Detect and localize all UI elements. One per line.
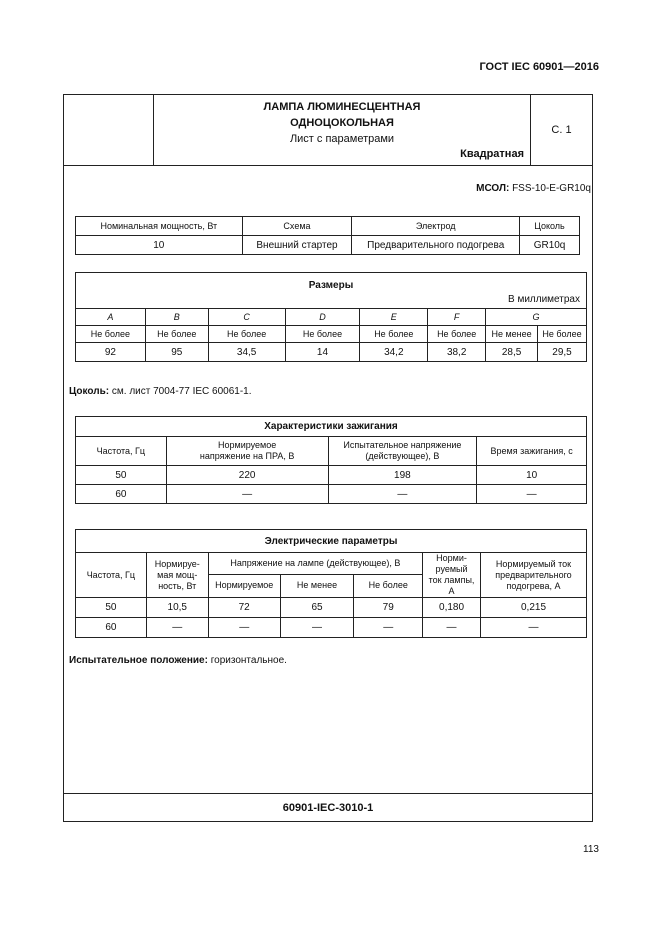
dim-value: 14	[285, 343, 360, 362]
dimensions-title-cell	[76, 273, 587, 309]
electrical-cell: —	[146, 618, 208, 638]
value-electrode: Предварительного подогрева	[352, 236, 520, 255]
electrical-header-voltage: Напряжение на лампе (действующее), В	[208, 553, 422, 575]
header-electrode: Электрод	[352, 217, 520, 236]
ignition-header-time: Время зажигания, с	[477, 437, 587, 466]
title-line-2: ОДНОЦОКОЛЬНАЯ	[290, 117, 394, 129]
electrical-cell: 0,180	[423, 598, 481, 618]
ignition-table	[75, 416, 587, 504]
ignition-cell: 10	[477, 466, 587, 485]
msol-value: FSS-10-E-GR10q	[512, 183, 591, 194]
test-position-note	[69, 655, 287, 666]
value-circuit: Внешний стартер	[242, 236, 352, 255]
dimensions-table	[75, 272, 587, 362]
sheet-code: 60901-IEC-3010-1	[64, 793, 592, 821]
lamp-shape: Квадратная	[460, 148, 524, 160]
electrical-cell: —	[481, 618, 587, 638]
electrical-header-power: Нормируе-мая мощ-ность, Вт	[146, 553, 208, 598]
electrical-cell: 65	[280, 598, 354, 618]
ignition-header-ballast-voltage: Нормируемое напряжение на ПРА, В	[166, 437, 328, 466]
ignition-title: Характеристики зажигания	[76, 417, 587, 437]
electrical-cell: 0,215	[481, 598, 587, 618]
dim-value: 29,5	[538, 343, 587, 362]
dim-limit: Не более	[208, 326, 285, 343]
dim-value: 38,2	[428, 343, 486, 362]
header-blank-cell	[64, 95, 154, 165]
dim-limit: Не более	[76, 326, 146, 343]
lamp-basic-table	[75, 216, 580, 255]
base-note-text: см. лист 7004-77 IEC 60061-1.	[109, 386, 252, 397]
electrical-header-current: Норми-руемый ток лампы, А	[423, 553, 481, 598]
ignition-cell: 50	[76, 466, 167, 485]
test-position-label: Испытательное положение:	[69, 655, 208, 666]
electrical-cell: 10,5	[146, 598, 208, 618]
electrical-subheader-max: Не более	[354, 574, 423, 597]
electrical-cell: 50	[76, 598, 147, 618]
ignition-cell: 220	[166, 466, 328, 485]
dim-value: 34,5	[208, 343, 285, 362]
dim-limit: Не более	[360, 326, 428, 343]
electrical-cell: 72	[208, 598, 280, 618]
sheet-subtitle: Лист с параметрами	[289, 133, 395, 145]
dim-letter-b: B	[145, 309, 208, 326]
electrical-subheader-rated: Нормируемое	[208, 574, 280, 597]
electrical-header-freq: Частота, Гц	[76, 553, 147, 598]
sheet-title	[154, 99, 530, 147]
ignition-cell: —	[477, 485, 587, 504]
electrical-subheader-min: Не менее	[280, 574, 354, 597]
title-line-1: ЛАМПА ЛЮМИНЕСЦЕНТНАЯ	[263, 101, 421, 113]
page-ref: С. 1	[530, 95, 592, 165]
dim-limit: Не более	[145, 326, 208, 343]
page-number: 113	[583, 844, 599, 855]
header-circuit: Схема	[242, 217, 352, 236]
dim-value: 95	[145, 343, 208, 362]
electrical-cell: —	[280, 618, 354, 638]
ignition-cell: —	[166, 485, 328, 504]
dimensions-unit: В миллиметрах	[508, 294, 580, 305]
dim-limit: Не более	[428, 326, 486, 343]
header-power: Номинальная мощность, Вт	[76, 217, 243, 236]
dim-value: 92	[76, 343, 146, 362]
electrical-cell: 60	[76, 618, 147, 638]
dimensions-title: Размеры	[308, 280, 354, 291]
dim-value: 34,2	[360, 343, 428, 362]
electrical-cell: —	[423, 618, 481, 638]
msol-label: МСОЛ:	[476, 183, 510, 194]
standard-number: ГОСТ IEC 60901—2016	[479, 61, 599, 73]
ignition-cell: 198	[328, 466, 477, 485]
ignition-header-test-voltage: Испытательное напряжение (действующее), В	[328, 437, 477, 466]
electrical-table	[75, 529, 587, 638]
test-position-text: горизонтальное.	[207, 655, 287, 666]
dim-letter-d: D	[285, 309, 360, 326]
value-power: 10	[76, 236, 243, 255]
value-base: GR10q	[520, 236, 580, 255]
electrical-cell: —	[354, 618, 423, 638]
base-note-label: Цоколь:	[69, 386, 110, 397]
ignition-header-freq: Частота, Гц	[76, 437, 167, 466]
dim-limit: Не менее	[486, 326, 538, 343]
parameter-sheet-frame	[63, 94, 593, 822]
dim-letter-a: A	[76, 309, 146, 326]
dim-letter-f: F	[428, 309, 486, 326]
electrical-header-preheat: Нормируемый ток предварительного подогрева, А	[481, 553, 587, 598]
ignition-cell: —	[328, 485, 477, 504]
dim-letter-e: E	[360, 309, 428, 326]
dim-value: 28,5	[486, 343, 538, 362]
base-note	[69, 386, 252, 397]
dim-letter-c: C	[208, 309, 285, 326]
sheet-header	[64, 95, 592, 166]
dim-limit: Не более	[285, 326, 360, 343]
header-base: Цоколь	[520, 217, 580, 236]
electrical-cell: 79	[354, 598, 423, 618]
electrical-title: Электрические параметры	[76, 530, 587, 553]
ignition-cell: 60	[76, 485, 167, 504]
dim-letter-g: G	[486, 309, 587, 326]
electrical-cell: —	[208, 618, 280, 638]
msol-designation	[476, 183, 592, 194]
dim-limit: Не более	[538, 326, 587, 343]
